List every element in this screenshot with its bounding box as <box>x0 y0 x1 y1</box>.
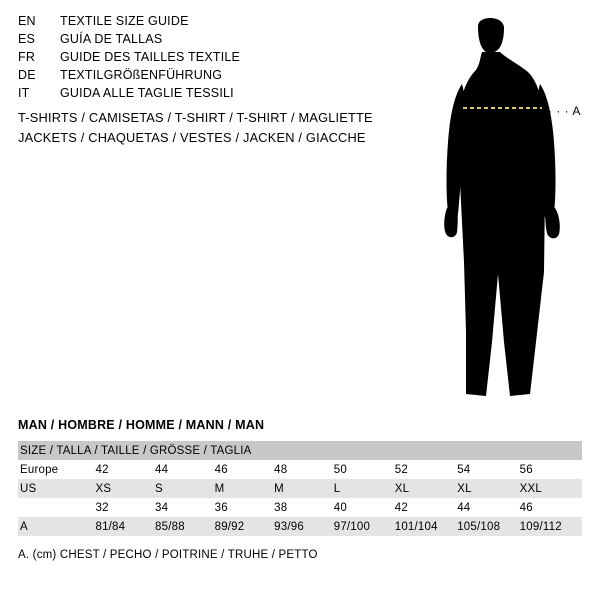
row-label: US <box>18 479 95 498</box>
row-label <box>18 498 95 517</box>
cell: XL <box>395 479 457 498</box>
cell: 40 <box>334 498 395 517</box>
measure-marker-letter: A <box>572 104 581 118</box>
table-row <box>18 498 582 517</box>
cell: 109/112 <box>520 517 582 536</box>
cell: 36 <box>215 498 275 517</box>
male-silhouette-figure <box>418 12 588 402</box>
cell: 50 <box>334 460 395 479</box>
language-row <box>18 32 398 50</box>
measure-marker-prefix: · · · <box>548 104 570 118</box>
language-code: FR <box>18 50 36 64</box>
table-header-row <box>18 441 582 460</box>
row-label: Europe <box>18 460 95 479</box>
cell: XS <box>95 479 155 498</box>
language-code: DE <box>18 68 36 82</box>
language-list <box>18 14 398 104</box>
cell: 52 <box>395 460 457 479</box>
language-code: EN <box>18 14 36 28</box>
language-row <box>18 14 398 32</box>
size-table <box>18 441 582 536</box>
cell: 54 <box>457 460 519 479</box>
cell: 44 <box>155 460 215 479</box>
language-text: GUIDA ALLE TAGLIE TESSILI <box>60 86 234 100</box>
cell: M <box>274 479 334 498</box>
language-code: ES <box>18 32 36 46</box>
cell: L <box>334 479 395 498</box>
cell: 34 <box>155 498 215 517</box>
language-code: IT <box>18 86 30 100</box>
table-group-title: MAN / HOMBRE / HOMME / MANN / MAN <box>18 418 265 432</box>
table-row <box>18 479 582 498</box>
cell: 105/108 <box>457 517 519 536</box>
garment-category-list <box>18 110 438 150</box>
category-jackets: JACKETS / CHAQUETAS / VESTES / JACKEN / GIACCHE <box>18 130 366 145</box>
language-text: GUIDE DES TAILLES TEXTILE <box>60 50 241 64</box>
language-row <box>18 86 398 104</box>
cell: 46 <box>520 498 582 517</box>
table-row <box>18 460 582 479</box>
cell: 32 <box>95 498 155 517</box>
cell: 93/96 <box>274 517 334 536</box>
cell: 81/84 <box>95 517 155 536</box>
cell: 97/100 <box>334 517 395 536</box>
table-footnote: A. (cm) CHEST / PECHO / POITRINE / TRUHE / PETTO <box>18 549 318 561</box>
cell: 46 <box>215 460 275 479</box>
cell: 38 <box>274 498 334 517</box>
table-header-label: SIZE / TALLA / TAILLE / GRÖSSE / TAGLIA <box>18 441 582 460</box>
row-label: A <box>18 517 95 536</box>
language-text: TEXTILGRÖßENFÜHRUNG <box>60 68 223 82</box>
language-text: TEXTILE SIZE GUIDE <box>60 14 189 28</box>
cell: XXL <box>520 479 582 498</box>
cell: 42 <box>395 498 457 517</box>
table-row <box>18 517 582 536</box>
language-row <box>18 50 398 68</box>
language-row <box>18 68 398 86</box>
measure-marker-a <box>548 104 581 118</box>
cell: 89/92 <box>215 517 275 536</box>
cell: XL <box>457 479 519 498</box>
cell: 42 <box>95 460 155 479</box>
cell: S <box>155 479 215 498</box>
cell: 56 <box>520 460 582 479</box>
cell: M <box>215 479 275 498</box>
cell: 44 <box>457 498 519 517</box>
cell: 101/104 <box>395 517 457 536</box>
cell: 85/88 <box>155 517 215 536</box>
language-text: GUÍA DE TALLAS <box>60 32 163 46</box>
category-tshirts: T-SHIRTS / CAMISETAS / T-SHIRT / T-SHIRT / MAGLIETTE <box>18 110 373 125</box>
cell: 48 <box>274 460 334 479</box>
